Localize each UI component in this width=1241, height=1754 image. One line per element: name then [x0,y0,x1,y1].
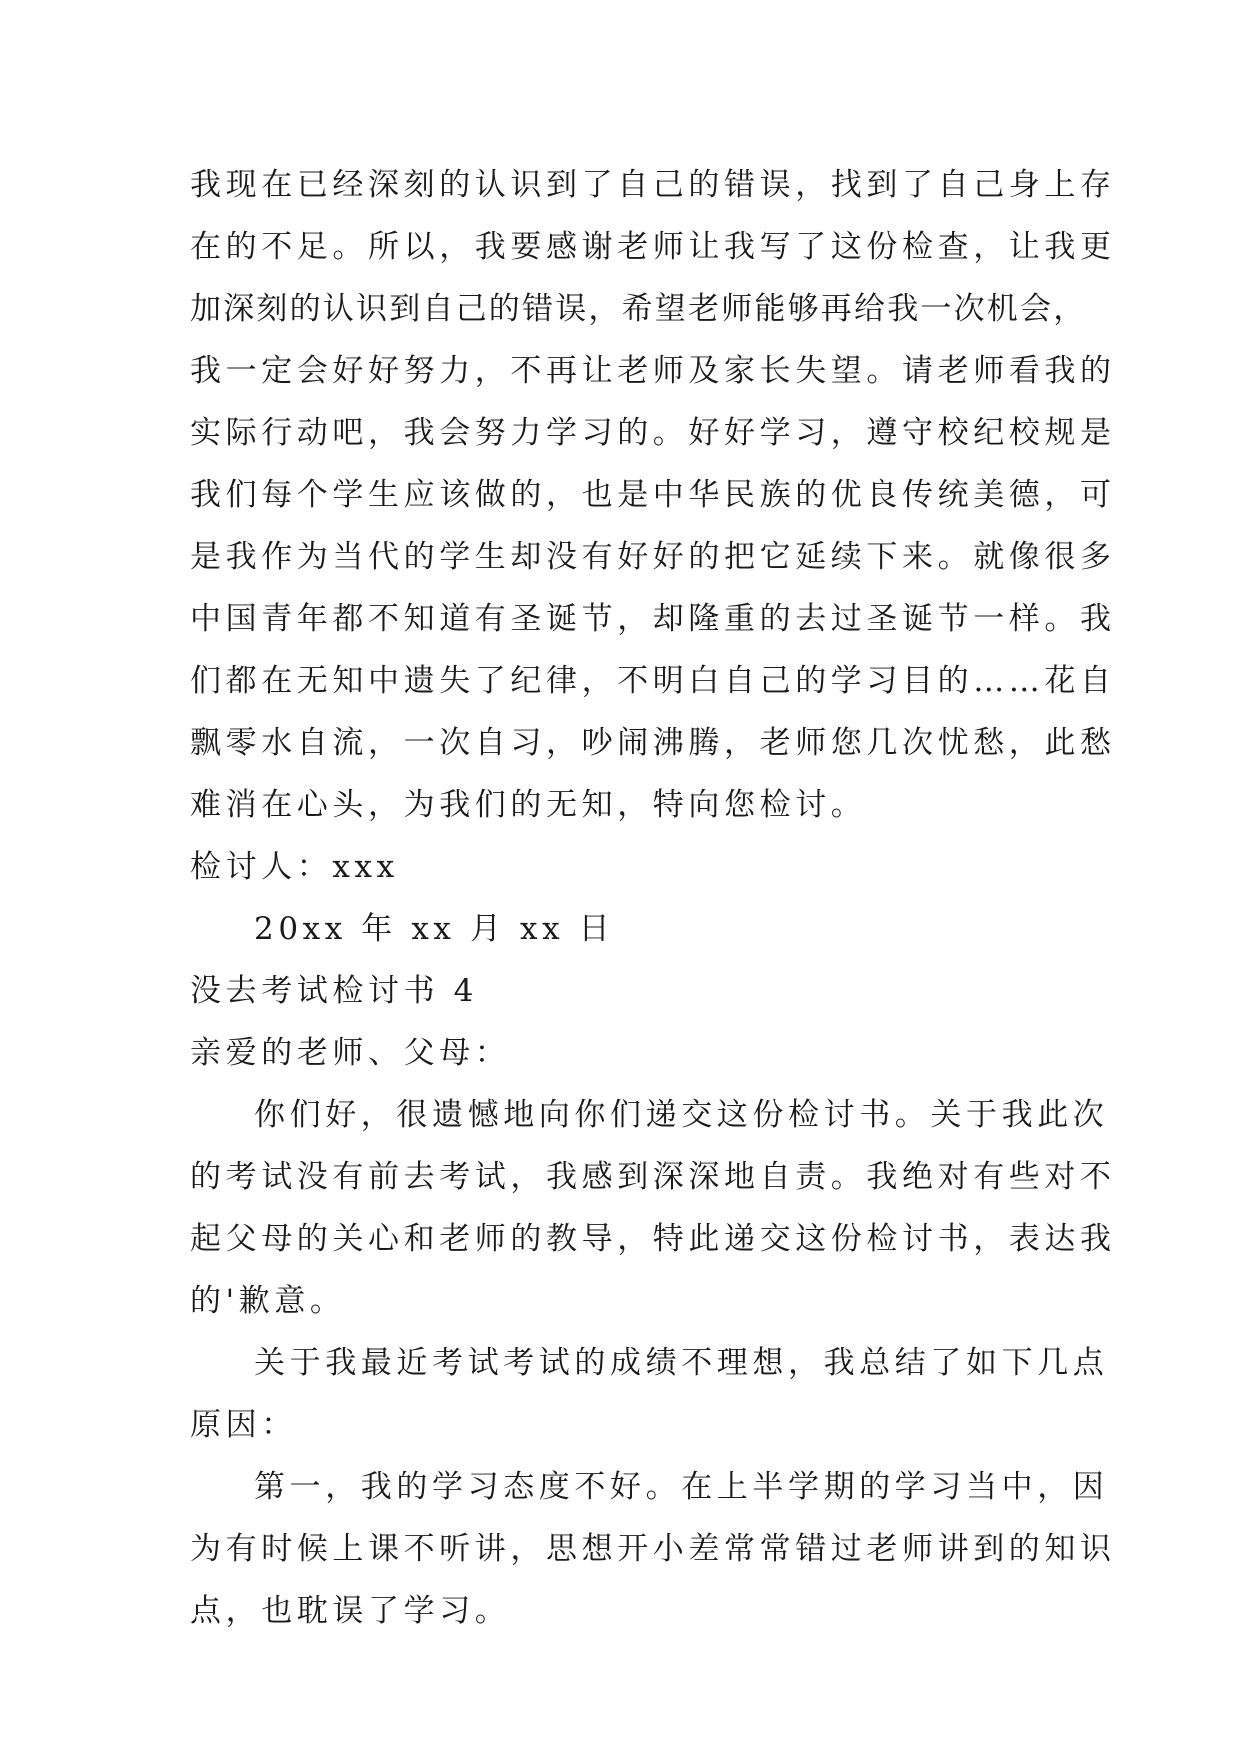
body-text-line: 是我作为当代的学生却没有好好的把它延续下来。就像很多 [190,539,1116,575]
body-text-line: 原因： [190,1407,297,1443]
body-text-line: 们都在无知中遗失了纪律，不明白自己的学习目的……花自 [190,663,1116,699]
body-text-line: 第一，我的学习态度不好。在上半学期的学习当中，因 [254,1469,1109,1505]
signer-line: 检讨人：xxx [190,849,399,885]
body-text-line: 关于我最近考试考试的成绩不理想，我总结了如下几点 [254,1345,1109,1381]
body-text-line: 为有时候上课不听讲，思想开小差常常错过老师讲到的知识 [190,1531,1116,1567]
body-text-line: 飘零水自流，一次自习，吵闹沸腾，老师您几次忧愁，此愁 [190,725,1116,761]
body-text-line: 我现在已经深刻的认识到了自己的错误，找到了自己身上存 [190,167,1116,203]
body-text-line: 我们每个学生应该做的，也是中华民族的优良传统美德，可 [190,477,1116,513]
body-text-line: 点，也耽误了学习。 [190,1593,511,1629]
body-text-line: 我一定会好好努力，不再让老师及家长失望。请老师看我的 [190,353,1116,389]
section-title: 没去考试检讨书 4 [190,973,478,1009]
body-text-line: 中国青年都不知道有圣诞节，却隆重的去过圣诞节一样。我 [190,601,1116,637]
body-text-line: 在的不足。所以，我要感谢老师让我写了这份检查，让我更 [190,229,1116,265]
salutation: 亲爱的老师、父母： [190,1035,511,1071]
date-line: 20xx 年 xx 月 xx 日 [254,911,615,947]
body-text-line: 难消在心头，为我们的无知，特向您检讨。 [190,787,867,823]
body-text-line: 的'歉意。 [190,1283,346,1319]
body-text-line: 你们好，很遗憾地向你们递交这份检讨书。关于我此次 [254,1097,1109,1133]
body-text-line: 加深刻的认识到自己的错误，希望老师能够再给我一次机会， [190,291,1087,327]
body-text-line: 起父母的关心和老师的教导，特此递交这份检讨书，表达我 [190,1221,1116,1257]
body-text-line: 实际行动吧，我会努力学习的。好好学习，遵守校纪校规是 [190,415,1116,451]
body-text-line: 的考试没有前去考试，我感到深深地自责。我绝对有些对不 [190,1159,1116,1195]
